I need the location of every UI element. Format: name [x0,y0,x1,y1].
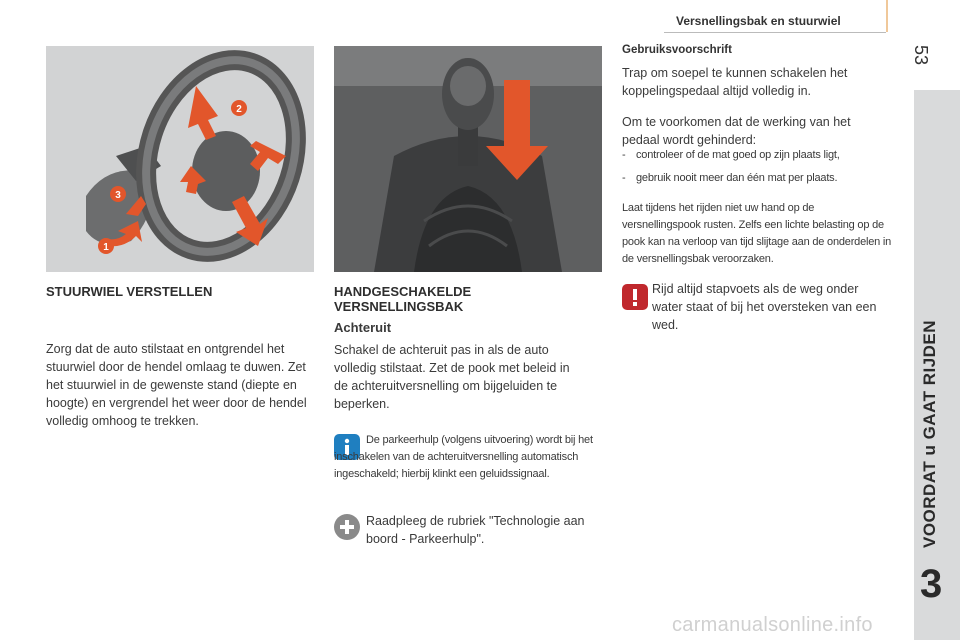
floor-mat-list [622,147,892,193]
page-number: 53 [911,44,931,66]
header-accent-bar [886,0,888,32]
running-header: Versnellingsbak en stuurwiel [676,14,841,28]
plus-icon [334,514,360,540]
steering-wheel-drawing [46,46,314,272]
watermark: carmanualsonline.info [672,614,873,636]
plus-note: Raadpleeg de rubriek "Technologie aan boord - Parkeerhulp". [366,514,585,546]
gearbox-heading: HANDGESCHAKELDE VERSNELLINGSBAK [334,284,472,314]
warning-note: Rijd altijd stapvoets als de weg onder water staat of bij het oversteken van een wed. [652,282,877,332]
info-note: De parkeerhulp (volgens uitvoering) wordt bij het inschakelen van de achteruitversnelling automatisch ingeschakeld; hierbij klinkt een geluidssignaal. [334,434,593,480]
callout-2-label: 2 [236,104,242,115]
list-item: - controleer of de mat goed op zijn plaats ligt, [622,147,892,164]
chapter-title: VOORDAT u GAAT RIJDEN [920,319,939,548]
gear-stick-drawing [334,46,602,272]
usage-heading: Gebruiksvoorschrift [622,44,732,56]
callout-1-label: 1 [103,242,109,253]
list-item: - gebruik nooit meer dan één mat per plaats. [622,170,892,187]
callout-3-label: 3 [115,190,121,201]
chapter-number: 3 [920,562,943,606]
gear-stick-illustration [334,46,602,272]
header-rule [664,32,886,33]
reverse-subheading: Achteruit [334,320,392,335]
steering-heading: STUURWIEL VERSTELLEN [46,284,213,299]
warning-icon [622,284,648,310]
usage-paragraph-pedal: Om te voorkomen dat de werking van het pedaal wordt gehinderd: [622,115,851,147]
usage-paragraph-clutch: Trap om soepel te kunnen schakelen het koppelingspedaal altijd volledig in. [622,66,848,98]
steering-wheel-illustration [46,46,314,272]
usage-paragraph-hand: Laat tijdens het rijden niet uw hand op de versnellingspook rusten. Zelfs een lichte belasting op de pook kan na verloop van tijd slijtage aan de onderdelen in de versnellingsbak veroorzaken. [622,202,892,265]
reverse-paragraph: Schakel de achteruit pas in als de auto volledig stilstaat. Zet de pook met beleid in de achteruitversnelling om bijgeluiden te beperken. [334,343,570,411]
steering-paragraph: Zorg dat de auto stilstaat en ontgrendel het stuurwiel door de hendel omlaag te duwen. Zet het stuurwiel in de gewenste stand (diepte en hoogte) en vergrendel het weer door de hendel volledig omhoog te trekken. [46,342,307,428]
